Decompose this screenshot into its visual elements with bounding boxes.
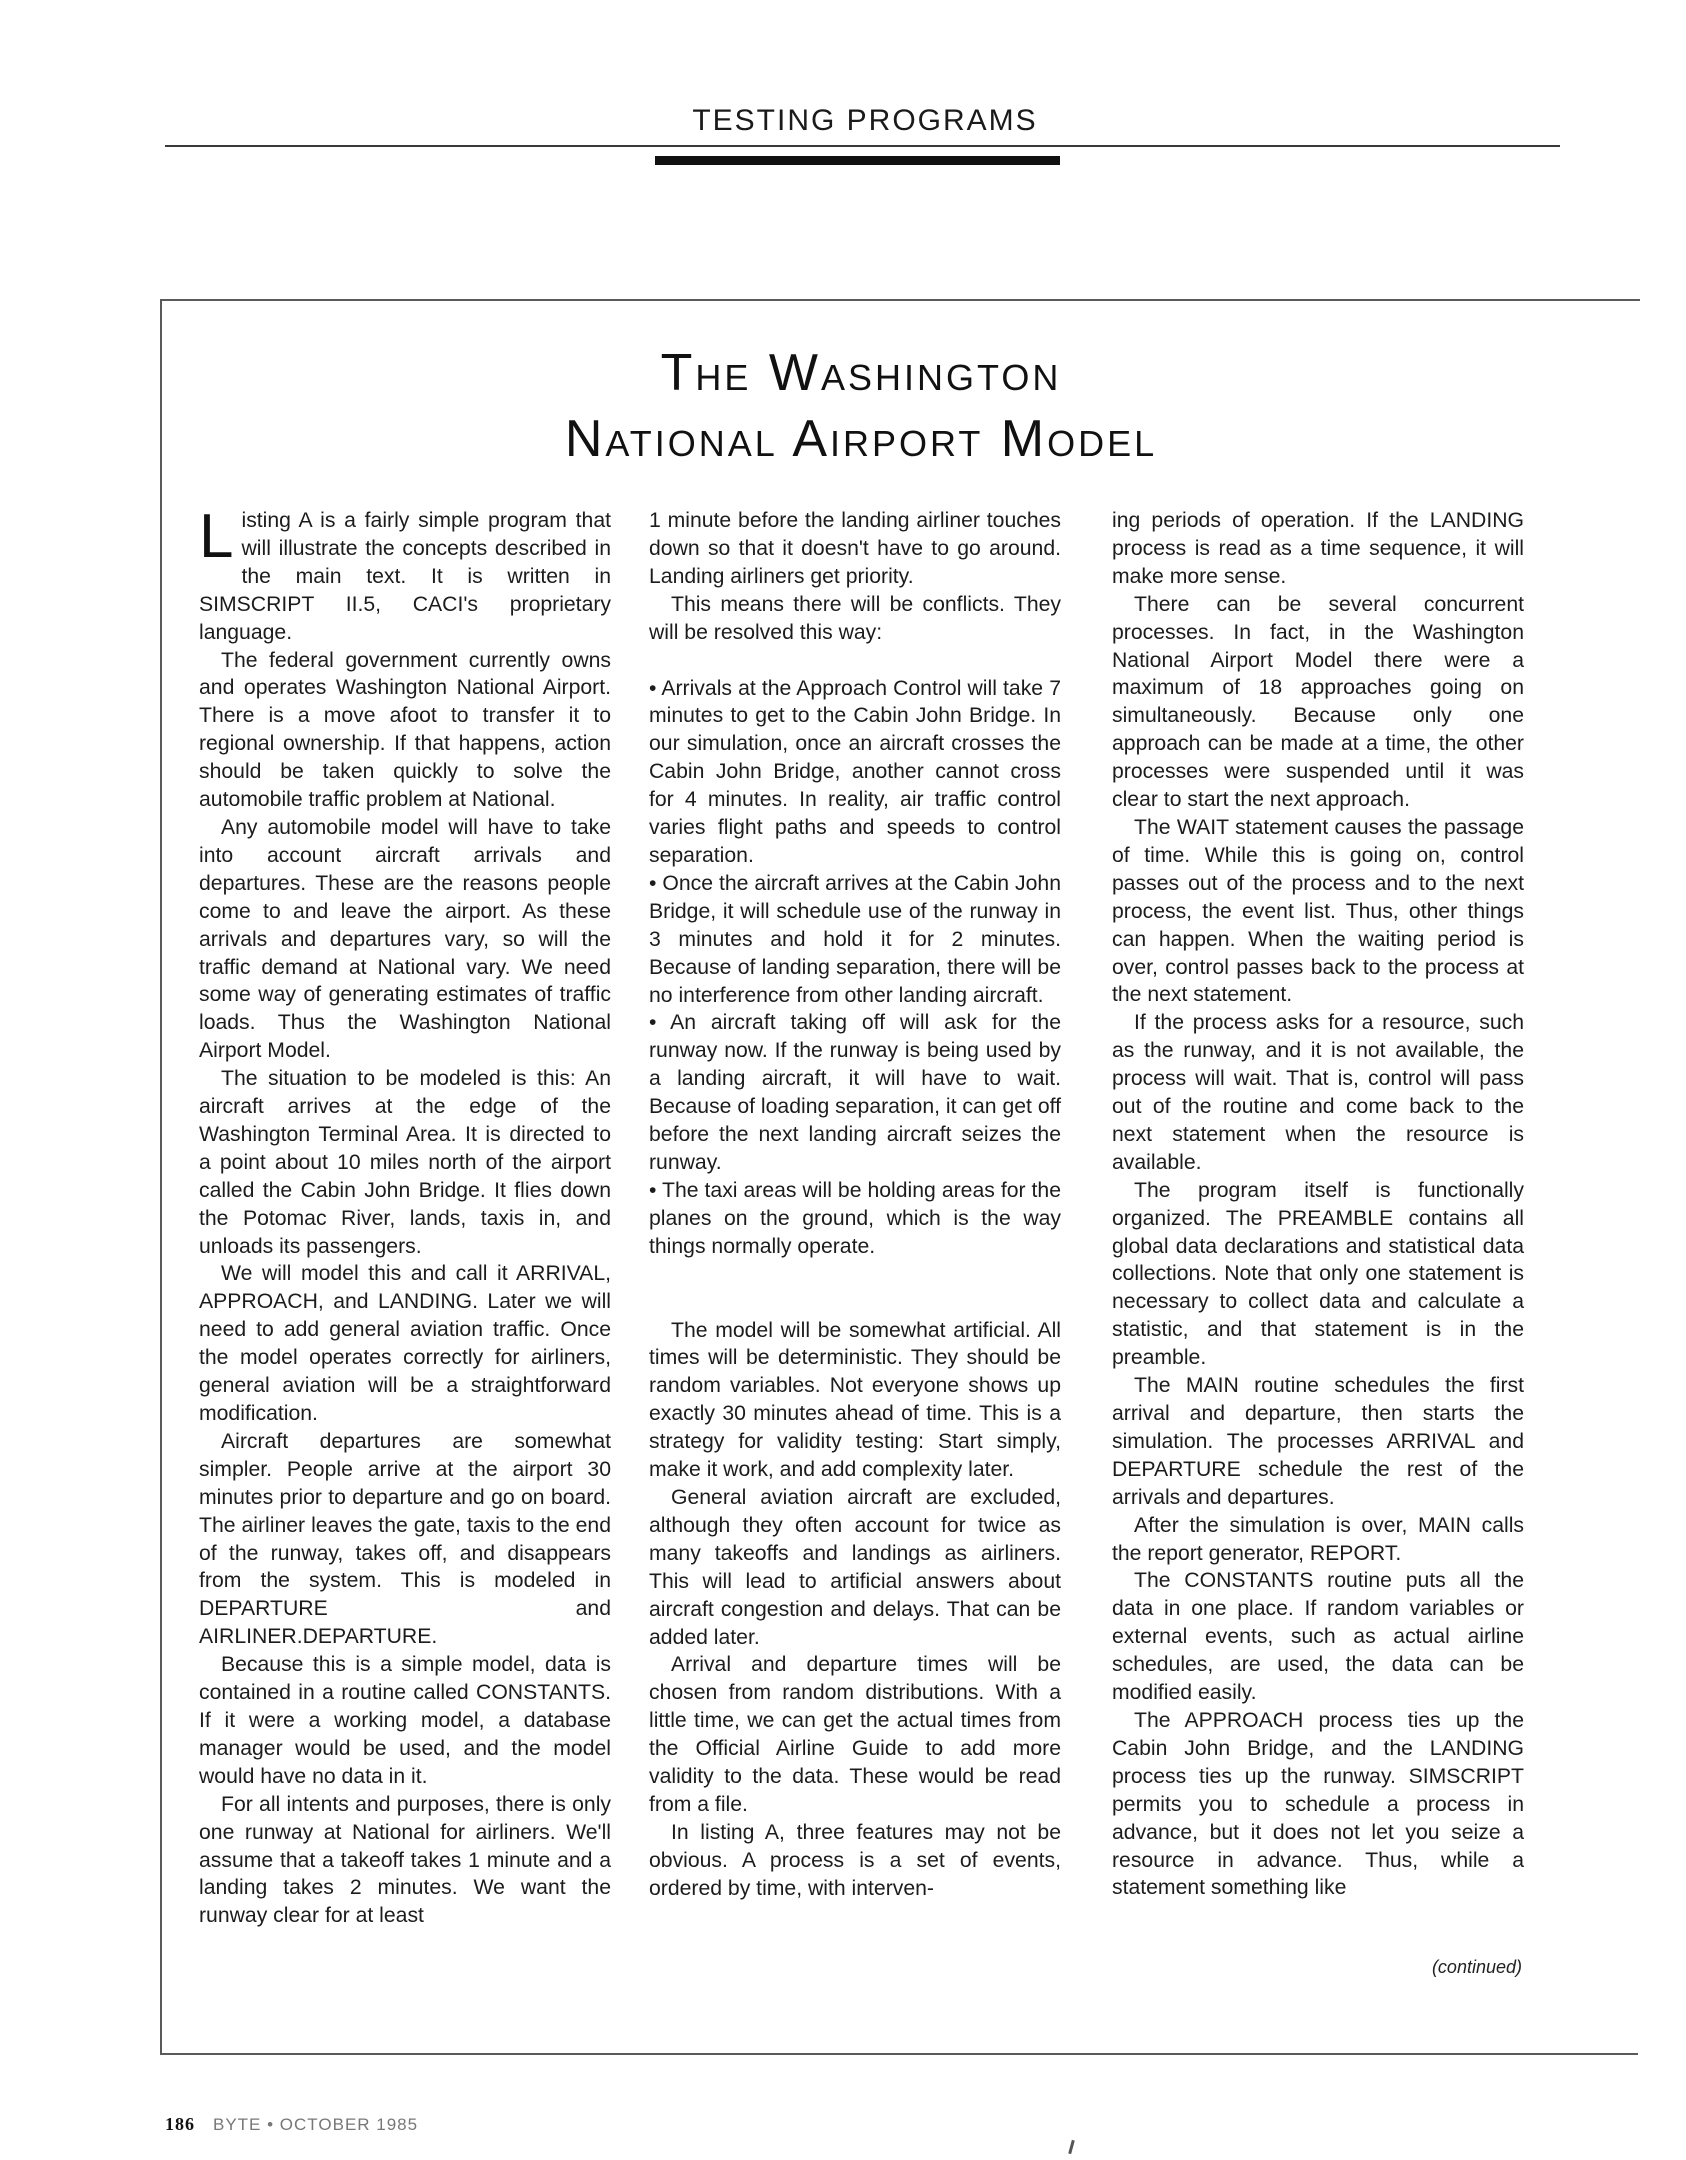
publication-info: BYTE • OCTOBER 1985 bbox=[213, 2115, 419, 2134]
paragraph: Any automobile model will have to take into account aircraft arrivals and departures. These are the reasons people come to and leave the airport. As these arrivals and departures vary, so will the traffic demand at National vary. We need some way of generating estimates of traffic loads. Thus the Washington National Airport Model. bbox=[199, 815, 611, 1063]
paragraph: Because this is a simple model, data is contained in a routine called CONSTANTS. If it were a working model, a database manager would be used, and the model would have no data in it. bbox=[199, 1653, 611, 1788]
page-footer bbox=[165, 2114, 418, 2135]
title-line-2: National Airport Model bbox=[564, 410, 1158, 468]
paragraph: After the simulation is over, MAIN calls the report generator, REPORT. bbox=[1112, 1513, 1524, 1565]
bullet-item: • Once the aircraft arrives at the Cabin John Bridge, it will schedule use of the runway in 3 minutes and hold it for 2 minutes. Because of landing separation, there will be no interference from other landing aircraft. bbox=[649, 871, 1061, 1007]
article-box-left-border bbox=[160, 299, 162, 2055]
continued-label: (continued) bbox=[1431, 1957, 1522, 1977]
bullet-item: • Arrivals at the Approach Control will take 7 minutes to get to the Cabin John Bridge. In our simulation, once an aircraft crosses the Cabin John Bridge, another cannot cross for 4 minutes. In reality, air traffic control varies flight paths and speeds to control separation. bbox=[649, 676, 1061, 867]
paragraph: This means there will be conflicts. They will be resolved this way: bbox=[649, 592, 1061, 644]
bullet-item: • The taxi areas will be holding areas for the planes on the ground, which is the way things normally operate. bbox=[649, 1178, 1061, 1258]
paragraph: The model will be somewhat artificial. All times will be deterministic. They should be random variables. Not everyone shows up exactly 30 minutes ahead of time. This is a strategy for validity testing: Start simply, make it work, and add complexity later. bbox=[649, 1318, 1061, 1482]
paragraph: Arrival and departure times will be chosen from random distributions. With a little time, we can get the actual times from the Official Airline Guide to add more validity to the data. These would be read from a file. bbox=[649, 1653, 1061, 1816]
section-bar bbox=[655, 156, 1060, 165]
paragraph: For all intents and purposes, there is only one runway at National for airliners. We'll assume that a takeoff takes 1 minute and a landing takes 2 minutes. We want the runway clear for at least bbox=[199, 1792, 611, 1928]
header-rule bbox=[165, 145, 1560, 147]
section-label: TESTING PROGRAMS bbox=[692, 104, 1038, 137]
paragraph: The CONSTANTS routine puts all the data in one place. If random variables or external events, such as actual airline schedules, are used, the data can be modified easily. bbox=[1112, 1569, 1524, 1705]
article-title bbox=[162, 340, 1560, 472]
paragraph: We will model this and call it ARRIVAL, APPROACH, and LANDING. Later we will need to add general aviation traffic. Once the model operates correctly for airliners, general aviation will be a straightforward modification. bbox=[199, 1262, 611, 1425]
spacer bbox=[649, 1261, 1061, 1317]
paragraph: The situation to be modeled is this: An aircraft arrives at the edge of the Washington Terminal Area. It is directed to a point about 10 miles north of the airport called the Cabin John Bridge. It flies down the Potomac River, lands, taxis in, and unloads its passengers. bbox=[199, 1067, 611, 1258]
paragraph: Listing A is a fairly simple program that will illustrate the concepts described in the main text. It is written in SIMSCRIPT II.5, CACI's proprietary language. bbox=[199, 502, 611, 644]
paragraph: The WAIT statement causes the passage of time. While this is going on, control passes out of the process and to the next process, the event list. Thus, other things can happen. When the waiting period is over, control passes back to the process at the next statement. bbox=[1112, 815, 1524, 1007]
article-box-bottom-border bbox=[160, 2053, 1638, 2055]
page-number: 186 bbox=[165, 2114, 195, 2134]
paragraph: The federal government currently owns and operates Washington National Airport. There is a move afoot to transfer it to regional ownership. If that happens, action should be taken quickly to solve the automobile traffic problem at National. bbox=[199, 648, 611, 812]
paragraph: Aircraft departures are somewhat simpler. People arrive at the airport 30 minutes prior to departure and go on board. The airliner leaves the gate, taxis to the end of the runway, takes off, and disappears from the system. This is modeled in DEPARTURE and AIRLINER.DEPARTURE. bbox=[199, 1429, 611, 1649]
print-mark bbox=[1068, 2140, 1075, 2154]
title-line-1: The Washington bbox=[660, 344, 1062, 402]
paragraph: The MAIN routine schedules the first arrival and departure, then starts the simulation. The processes ARRIVAL and DEPARTURE schedule the rest of the arrivals and departures. bbox=[1112, 1374, 1524, 1509]
paragraph: There can be several concurrent processes. In fact, in the Washington National Airport Model there were a maximum of 18 approaches going on simultaneously. Because only one approach can be made at a time, the other processes were suspended until it was clear to start the next approach. bbox=[1112, 592, 1524, 812]
bullet-item: • An aircraft taking off will ask for the runway now. If the runway is being used by a landing aircraft, it will have to wait. Because of loading separation, it can get off before the next landing aircraft seizes the runway. bbox=[649, 1011, 1061, 1174]
paragraph: If the process asks for a resource, such as the runway, and it is not available, the process will wait. That is, control will pass out of the routine and come back to the next statement when the resource is available. bbox=[1112, 1011, 1524, 1174]
spacer bbox=[649, 647, 1061, 675]
column-3 bbox=[1112, 507, 1524, 1902]
column-2 bbox=[649, 507, 1061, 1903]
article-box-top-border bbox=[160, 299, 1640, 301]
drop-cap: L bbox=[199, 502, 234, 571]
paragraph: In listing A, three features may not be obvious. A process is a set of events, ordered by time, with interven- bbox=[649, 1820, 1061, 1900]
paragraph: 1 minute before the landing airliner touches down so that it doesn't have to go around. Landing airliners get priority. bbox=[649, 509, 1061, 588]
paragraph: General aviation aircraft are excluded, although they often account for twice as many takeoffs and landings as airliners. This will lead to artificial answers about aircraft congestion and delays. That can be added later. bbox=[649, 1486, 1061, 1649]
column-1 bbox=[199, 502, 611, 1930]
paragraph: ing periods of operation. If the LANDING process is read as a time sequence, it will make more sense. bbox=[1112, 509, 1524, 588]
paragraph: The APPROACH process ties up the Cabin John Bridge, and the LANDING process ties up the runway. SIMSCRIPT permits you to schedule a process in advance, but it does not let you seize a resource in advance. Thus, while a statement something like bbox=[1112, 1708, 1524, 1900]
paragraph: The program itself is functionally organized. The PREAMBLE contains all global data declarations and statistical data collections. Note that only one statement is necessary to collect data and calculate a statistic, and that statement is in the preamble. bbox=[1112, 1178, 1524, 1370]
